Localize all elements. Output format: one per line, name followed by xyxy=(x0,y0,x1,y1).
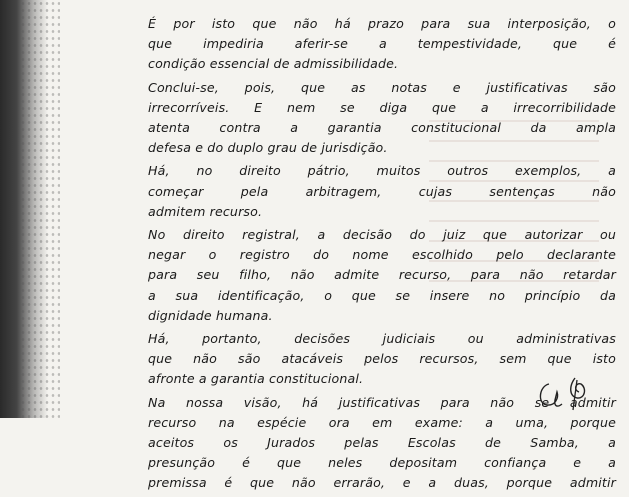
document-body xyxy=(148,14,616,497)
text-line: aceitos os Jurados pelas Escolas de Samba, a xyxy=(148,435,616,451)
text-line: atenta contra a garantia constitucional da ampla xyxy=(148,120,616,136)
text-line: presunção é que neles depositam confiança e a xyxy=(148,455,616,471)
text-line: É por isto que não há prazo para sua interposição, o xyxy=(148,16,616,31)
text-line: No direito registral, a decisão do juiz que autorizar ou xyxy=(148,227,616,243)
text-line: negar o registro do nome escolhido pelo declarante xyxy=(148,247,616,263)
text-line: dignidade humana. xyxy=(148,307,273,323)
text-line: recurso na espécie ora em exame: a uma, porque xyxy=(148,414,616,430)
text-line: que não são atacáveis pelos recursos, sem que isto xyxy=(148,351,616,367)
text-line: Na nossa visão, há justificativas para não se admitir xyxy=(148,394,616,410)
handwritten-initials xyxy=(535,374,599,412)
text-line: para seu filho, não admite recurso, para não retardar xyxy=(148,267,616,283)
text-line: Há, no direito pátrio, muitos outros exemplos, a xyxy=(148,163,616,179)
scan-speckle xyxy=(20,0,60,418)
text-line: defesa e do duplo grau de jurisdição. xyxy=(148,140,388,156)
paragraph xyxy=(148,225,616,326)
text-line: a sua identificação, o que se insere no princípio da xyxy=(148,287,616,303)
paragraph xyxy=(148,78,616,159)
text-line: premissa é que não errarão, e a duas, porque admitir xyxy=(148,475,616,491)
text-line: condição essencial de admissibilidade. xyxy=(148,56,399,72)
paragraph xyxy=(148,161,616,222)
text-line: Há, portanto, decisões judiciais ou administrativas xyxy=(148,331,616,347)
text-line: afronte a garantia constitucional. xyxy=(148,371,364,387)
paragraph xyxy=(148,14,616,75)
text-line: irrecorríveis. E nem se diga que a irrecorribilidade xyxy=(148,99,616,115)
text-line: admitem recurso. xyxy=(148,203,263,219)
text-line: começar pela arbitragem, cujas sentenças não xyxy=(148,183,616,199)
text-line: Conclui-se, pois, que as notas e justificativas são xyxy=(148,79,616,95)
text-line: que impediria aferir-se a tempestividade, que é xyxy=(148,36,616,52)
